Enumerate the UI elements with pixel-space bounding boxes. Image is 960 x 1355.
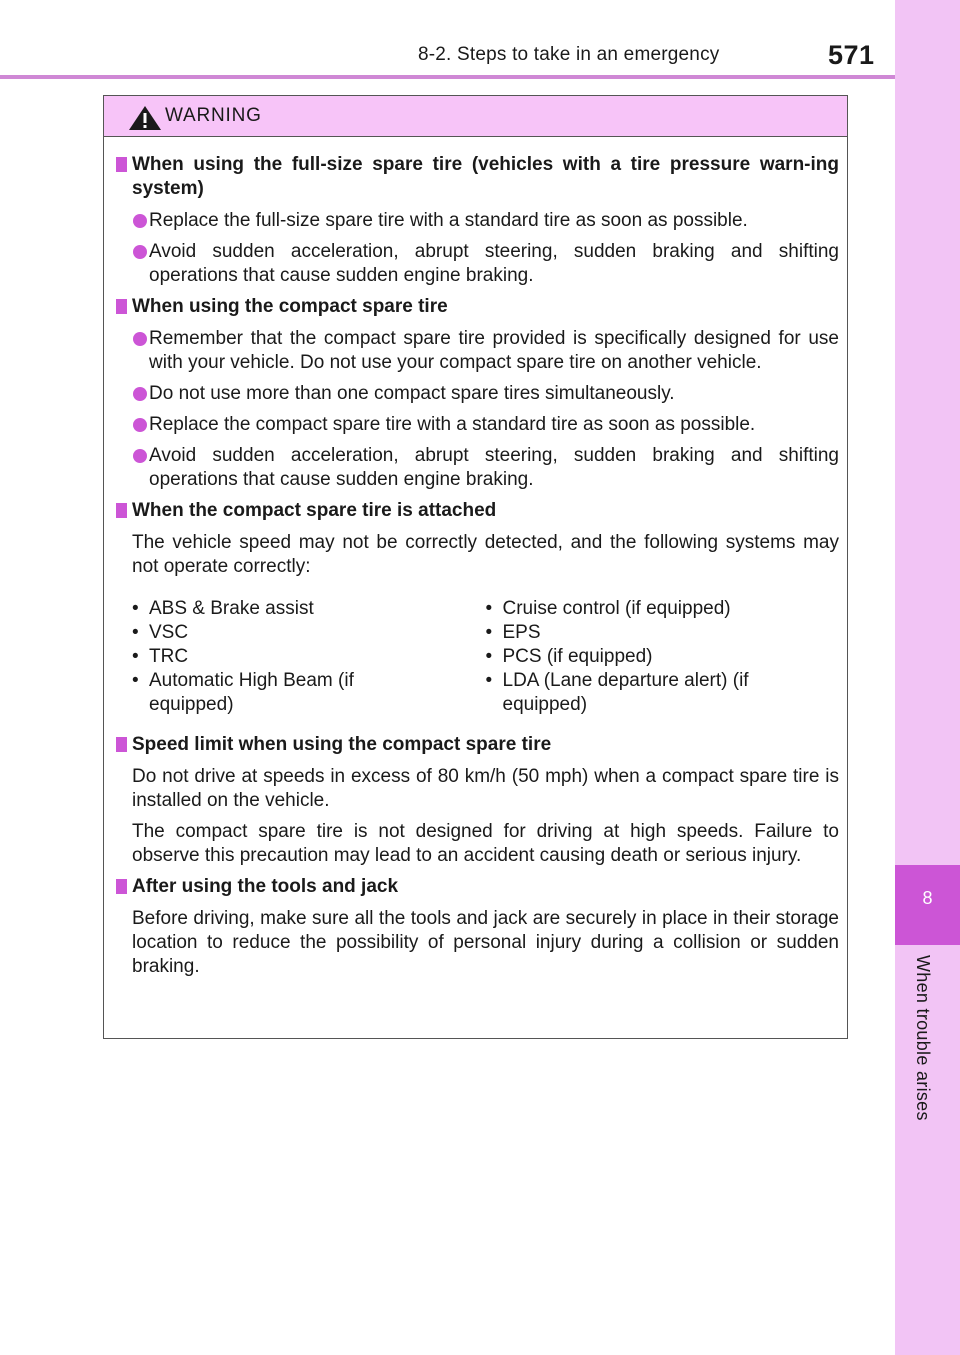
system-item-text: LDA (Lane departure alert) (if equipped) — [502, 670, 749, 715]
system-item: • Automatic High Beam (if equipped) — [132, 670, 354, 715]
page-number: 571 — [828, 40, 875, 70]
section-heading — [112, 295, 839, 319]
round-bullet-icon — [133, 449, 147, 463]
warning-header — [104, 96, 847, 137]
chapter-number: 8 — [895, 865, 960, 945]
paragraph: The compact spare tire is not designed for driving at high speeds. Failure to observe this precaution may lead to an accident causing death or serious injury. — [132, 821, 839, 866]
system-list — [112, 597, 839, 717]
section-heading — [112, 733, 839, 757]
round-bullet-icon — [133, 245, 147, 259]
system-item-text: PCS (if equipped) — [502, 646, 653, 667]
chapter-title: When trouble arises — [913, 955, 933, 1121]
list-item — [112, 444, 839, 492]
square-bullet-icon — [116, 503, 127, 518]
square-bullet-icon — [116, 157, 127, 172]
section-heading — [112, 153, 839, 201]
heading-text: Speed limit when using the compact spare tire — [132, 734, 552, 755]
warning-title: WARNING — [165, 105, 262, 126]
system-list-left — [132, 597, 486, 717]
heading-text: When using the full-size spare tire (vehicles with a tire pressure warn-ing system) — [132, 154, 839, 199]
system-item: • LDA (Lane departure alert) (if equipped) — [485, 670, 749, 715]
round-bullet-icon — [133, 387, 147, 401]
list-item — [112, 382, 839, 406]
list-item — [112, 413, 839, 437]
heading-text: When using the compact spare tire — [132, 296, 448, 317]
list-item-text: Replace the compact spare tire with a standard tire as soon as possible. — [149, 414, 756, 435]
list-item-text: Remember that the compact spare tire provided is specifically designed for use with your vehicle. Do not use your compact spare tire on another vehicle. — [149, 328, 839, 373]
paragraph: Do not drive at speeds in excess of 80 km/h (50 mph) when a compact spare tire is installed on the vehicle. — [132, 766, 839, 811]
square-bullet-icon — [116, 737, 127, 752]
paragraph: Before driving, make sure all the tools and jack are securely in place in their storage location to reduce the possibility of personal injury during a collision or sudden braking. — [132, 908, 839, 977]
system-item-text: TRC — [149, 646, 189, 667]
system-list-right — [486, 597, 840, 717]
section-title: 8-2. Steps to take in an emergency — [418, 44, 720, 65]
section-heading — [112, 875, 839, 899]
system-item-text: EPS — [502, 622, 541, 643]
list-item-text: Do not use more than one compact spare tires simultaneously. — [149, 383, 675, 404]
list-item — [112, 327, 839, 375]
warning-box — [103, 95, 848, 1039]
list-item-text: Avoid sudden acceleration, abrupt steering, sudden braking and shifting operations that cause sudden engine braking. — [149, 241, 839, 286]
list-item-text: Replace the full-size spare tire with a standard tire as soon as possible. — [149, 210, 748, 231]
paragraph: The vehicle speed may not be correctly detected, and the following systems may not operate correctly: — [132, 532, 839, 577]
system-item: • PCS (if equipped) — [485, 646, 653, 667]
system-item: • TRC — [132, 646, 189, 667]
round-bullet-icon — [133, 418, 147, 432]
system-item-text: ABS & Brake assist — [149, 598, 314, 619]
system-item: • EPS — [485, 622, 541, 643]
heading-text: When the compact spare tire is attached — [132, 500, 497, 521]
system-item-text: VSC — [149, 622, 189, 643]
square-bullet-icon — [116, 879, 127, 894]
list-item — [112, 240, 839, 288]
heading-text: After using the tools and jack — [132, 876, 399, 897]
system-item-text: Automatic High Beam (if equipped) — [149, 670, 354, 715]
warning-content — [104, 137, 847, 986]
system-item: • VSC — [132, 622, 189, 643]
round-bullet-icon — [133, 332, 147, 346]
system-item: • Cruise control (if equipped) — [485, 598, 731, 619]
system-item: • ABS & Brake assist — [132, 598, 314, 619]
header-divider — [0, 75, 895, 79]
list-item — [112, 209, 839, 233]
section-heading — [112, 499, 839, 523]
square-bullet-icon — [116, 299, 127, 314]
system-item-text: Cruise control (if equipped) — [502, 598, 731, 619]
round-bullet-icon — [133, 214, 147, 228]
warning-triangle-icon — [128, 105, 162, 131]
list-item-text: Avoid sudden acceleration, abrupt steering, sudden braking and shifting operations that cause sudden engine braking. — [149, 445, 839, 490]
chapter-side-tab — [895, 0, 960, 1355]
